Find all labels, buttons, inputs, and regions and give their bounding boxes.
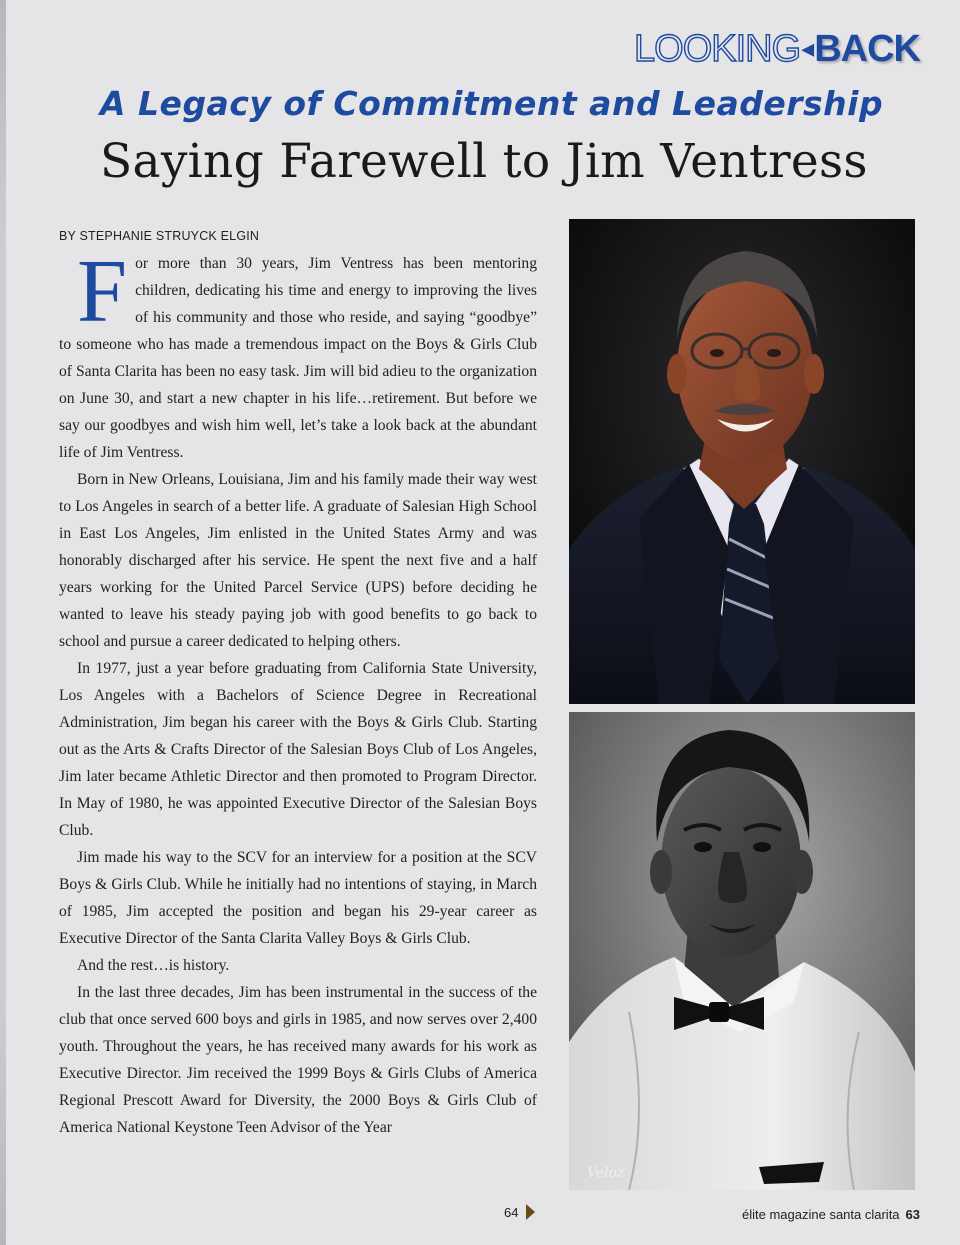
portrait-photo-icon	[569, 219, 915, 704]
folio-left	[504, 1204, 535, 1220]
article-byline: BY STEPHANIE STRUYCK ELGIN	[59, 229, 260, 243]
article-kicker: A Legacy of Commitment and Leadership	[100, 84, 884, 123]
drop-cap: F	[77, 250, 128, 341]
article-body	[59, 250, 537, 1200]
article-paragraph-5: And the rest…is history.	[77, 957, 230, 974]
right-page-number: 63	[905, 1207, 920, 1222]
article-paragraph-4: Jim made his way to the SCV for an interview for a position at the SCV Boys & Girls Club. While he initially had no intentions of staying, in March of 1985, Jim accepted the position and began his 29-year career as Executive Director of the Santa Clarita Valley Boys & Girls Club.	[59, 849, 537, 947]
article-paragraph-6: In the last three decades, Jim has been instrumental in the success of the club that once served 600 boys and girls in 1985, and now serves over 2,400 youth. Throughout the years, he has received many awards for his work as Executive Director. Jim received the 1999 Boys & Girls Clubs of America Regional Prescott Award for Diversity, the 2000 Boys & Girls Club of America National Keystone Teen Advisor of the Year	[59, 984, 537, 1136]
article-paragraph-3: In 1977, just a year before graduating from California State University, Los Angeles with a Bachelors of Science Degree in Recreational Administration, Jim began his career with the Boys & Girls Club. Starting out as the Arts & Crafts Director of the Salesian Boys Club of Los Angeles, Jim later became Athletic Director and then promoted to Program Director. In May of 1980, he was appointed Executive Director of the Salesian Boys Club.	[59, 660, 537, 839]
photographer-signature: Veloz	[587, 1165, 625, 1181]
section-tag-light: LOOKING	[634, 28, 801, 70]
binding-gutter	[0, 0, 6, 1245]
vintage-portrait-photo-icon	[569, 712, 915, 1190]
section-tag-looking-back	[634, 28, 920, 71]
section-tag-bold: BACK	[814, 28, 920, 70]
article-headline: Saying Farewell to Jim Ventress	[100, 134, 868, 189]
publication-name: élite magazine santa clarita	[742, 1207, 900, 1222]
triangle-right-icon	[526, 1204, 535, 1220]
left-page-number: 64	[504, 1205, 519, 1220]
article-paragraph-1: For more than 30 years, Jim Ventress has been mentoring children, dedicating his time and energy to improving the lives of his community and those who reside, and saying “goodbye” to someone who has made a tremendous impact on the Boys & Girls Club of Santa Clarita has been no easy task. Jim will bid adieu to the organization on June 30, and start a new chapter in his life…retirement. But before we say our goodbyes and wish him well, let’s take a look back at the abundant life of Jim Ventress.	[59, 250, 537, 461]
article-paragraph-2: Born in New Orleans, Louisiana, Jim and his family made their way west to Los Angeles in search of a better life. A graduate of Salesian High School in East Los Angeles, Jim enlisted in the United States Army and was honorably discharged after his service. He spent the next five and a half years working for the United Parcel Service (UPS) before deciding he wanted to leave his steady paying job with good benefits to go back to school and pursue a career dedicated to helping others.	[59, 471, 537, 650]
arrow-left-icon: ◂	[801, 33, 814, 63]
folio-right	[742, 1207, 920, 1222]
